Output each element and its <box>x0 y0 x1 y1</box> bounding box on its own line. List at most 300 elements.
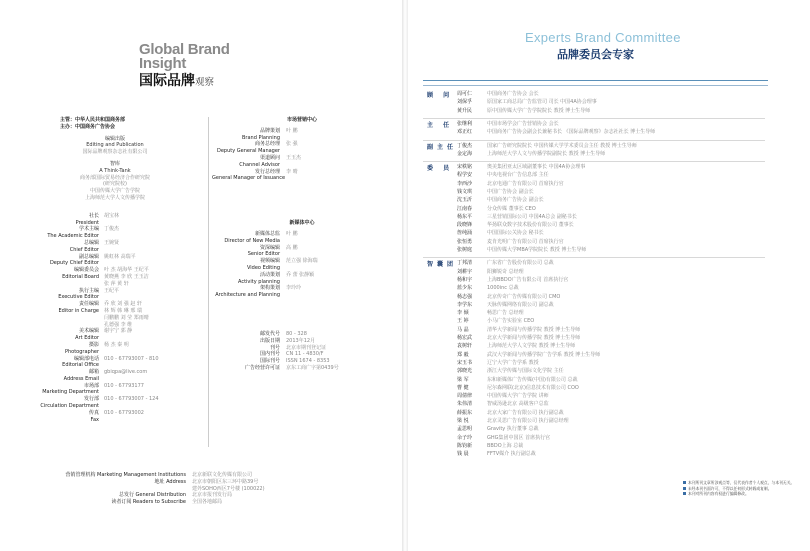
member-row <box>457 359 600 367</box>
pub-value: 80 - 328 <box>286 330 307 337</box>
member-row <box>457 107 597 115</box>
market-value: 李 晴 <box>286 168 298 175</box>
member-row <box>457 392 600 400</box>
member-name: 孟思明 <box>457 426 473 433</box>
sponsor-line: 主办：中国商务广告协会 <box>60 123 116 130</box>
media-center-heading: 新媒体中心 <box>289 220 315 227</box>
member-row <box>457 384 600 392</box>
staff-row <box>40 342 210 349</box>
staff-row <box>40 396 210 403</box>
staff-value: 谢宇宁 郭 静 <box>104 328 133 335</box>
staff-row <box>40 288 210 295</box>
member-row <box>457 268 600 276</box>
member-row <box>457 342 600 350</box>
member-desc: 天脉传媒网络有限公司 副总裁 <box>487 301 554 308</box>
media-row <box>212 231 392 238</box>
footer-label: 总发行 General Distribution <box>118 492 186 499</box>
member-desc: 中国市场学会广告营销协会 会长 <box>487 120 559 127</box>
media-label: 资深编辑 <box>259 244 280 251</box>
staff-label: Art Editor <box>75 335 99 342</box>
footer-value: 建外SOHO西区7号楼 (100022) <box>192 485 265 492</box>
member-desc: 阳狮锐奇 总经理 <box>487 268 524 275</box>
market-center-heading: 市场营销中心 <box>286 117 317 123</box>
member-desc: 1000inc 总裁 <box>487 285 519 292</box>
staff-label: 摄影 <box>88 341 99 348</box>
staff-row <box>40 281 210 288</box>
pub-value: 北京市期刊登记证 <box>286 344 327 351</box>
member-desc: 华扬联众数字技术股份有限公司 董事长 <box>487 222 574 229</box>
sponsor-block <box>40 117 210 131</box>
member-name: 程学安 <box>457 172 473 179</box>
member-row <box>457 442 600 450</box>
group-members <box>457 259 600 458</box>
staff-label: Chief Editor <box>69 246 99 253</box>
notes-block <box>683 480 801 497</box>
staff-row <box>40 356 210 363</box>
think-tank-item: 上海师范大学人文传播学院 <box>84 194 145 201</box>
member-row <box>457 276 600 284</box>
footer-value: 北京市朝阳区东三环中路39号 <box>192 478 259 485</box>
media-label: Video Editing <box>246 264 280 271</box>
committee-title-en: Experts Brand Committee <box>525 30 681 45</box>
media-label: 新媒体总监 <box>254 230 280 237</box>
member-name: 钱文琪 <box>457 188 473 195</box>
member-name: 周倩律 <box>457 393 473 400</box>
member-name: 陈钧新 <box>457 442 473 449</box>
member-row <box>457 221 586 229</box>
bullet-icon <box>683 492 686 495</box>
member-row <box>457 450 600 458</box>
staff-label: The Academic Editor <box>47 233 99 240</box>
member-desc: GHG集团中国区 首席执行官 <box>487 434 551 441</box>
media-value: 李玲玲 <box>286 285 302 292</box>
staff-label: 社长 <box>88 212 99 219</box>
media-row <box>212 265 392 272</box>
member-row <box>457 163 586 171</box>
staff-label: Fax <box>90 416 99 423</box>
masthead-cn-title: 国际品牌 <box>139 73 195 89</box>
member-desc: 武汉大学新闻与传播学院广告学系 教授 博士生导师 <box>487 351 601 358</box>
staff-row <box>40 247 210 254</box>
member-desc: FFTV媒介 执行副总裁 <box>487 451 536 458</box>
staff-value: 丁俊杰 <box>104 226 120 233</box>
member-row <box>457 409 600 417</box>
member-desc: 中国商务广告协会副会长兼秘书长 《国际品牌观察》杂志社社长 博士生导师 <box>487 129 656 136</box>
footer-label: 读者订阅 Readers to Subscribe <box>111 499 186 506</box>
market-center-list <box>212 128 392 182</box>
member-row <box>457 180 586 188</box>
staff-label: Address Email <box>63 375 99 382</box>
media-label: Director of New Media <box>224 237 280 244</box>
staff-value: 胡宝林 <box>104 212 120 219</box>
group-members <box>457 142 637 159</box>
member-name: 段晓锋 <box>457 222 473 229</box>
member-desc: 中国商务广告协会 会长 <box>487 91 539 97</box>
media-value: 范立强 徐海瑞 <box>286 258 318 265</box>
group-divider <box>423 161 765 162</box>
member-desc: 原中国传媒大学广告学院院长 教授 博士生导师 <box>487 107 591 114</box>
footer-value: 全国各地邮局 <box>192 499 223 506</box>
staff-label: 执行主编 <box>78 287 99 294</box>
footer-value: 北京市报刊发行局 <box>192 492 233 499</box>
group-members <box>457 163 586 254</box>
pub-row <box>212 345 392 352</box>
member-name: 宋玉书 <box>457 359 473 366</box>
sponsor-line: 主管：中华人民共和国商务部 <box>60 117 126 123</box>
footer-row <box>40 472 400 479</box>
staff-value: 010 - 67793002 <box>104 409 144 416</box>
staff-row <box>40 315 210 322</box>
staff-label: 邮箱 <box>88 369 99 376</box>
market-value: 叶 鹏 <box>286 127 298 134</box>
staff-value: 叶 杰 胡海华 王纪平 <box>104 267 149 274</box>
member-name: 钱 晨 <box>457 451 469 458</box>
staff-row <box>40 328 210 335</box>
member-desc: 北京电通广告有限公司 首席执行官 <box>487 180 564 187</box>
member-desc: 北京传奇广告传媒有限公司 CMO <box>487 293 561 300</box>
staff-label: 发行部 <box>83 396 99 403</box>
market-label: Deputy General Manager <box>217 148 280 155</box>
staff-label: Editorial Office <box>62 362 99 369</box>
group-title: 顾 问 <box>427 92 454 99</box>
staff-label: Executive Editor <box>58 294 99 301</box>
member-desc: 北京大家广告有限公司 执行副总裁 <box>487 409 564 416</box>
media-row <box>212 272 392 279</box>
member-row <box>457 376 600 384</box>
staff-row <box>40 233 210 240</box>
staff-label: Editor in Charge <box>58 307 99 314</box>
media-value: 高 鹏 <box>286 244 298 251</box>
member-name: 黄升民 <box>457 107 473 114</box>
editing-label-en: Editing and Publication <box>86 142 144 149</box>
pub-value: CN 11 - 4830/F <box>286 351 324 358</box>
masthead-title-line2: Insight <box>139 54 187 72</box>
member-row <box>457 171 586 179</box>
staff-row <box>40 376 210 383</box>
member-name: 宋秩铭 <box>457 164 473 171</box>
note-text: 本刊对所刊内容有权进行编辑修改。 <box>688 491 749 496</box>
staff-list <box>40 213 210 424</box>
staff-column <box>40 117 210 423</box>
staff-row <box>40 389 210 396</box>
footer-row <box>40 479 400 486</box>
staff-label: 编辑部电话 <box>73 355 99 362</box>
staff-label: 学术主编 <box>78 226 99 233</box>
think-tank-item: 中国传媒大学广告学院 <box>89 188 140 195</box>
masthead-title-line1: Global Brand <box>139 41 230 58</box>
market-row <box>212 162 392 169</box>
staff-value: 010 - 67793177 <box>104 382 144 389</box>
market-label: 商务总经理 <box>254 141 280 148</box>
staff-value: 闫鹏鹏 刘 莹 郑雨晴 <box>104 314 149 321</box>
member-name: 袁树轩 <box>457 343 473 350</box>
market-label: General Manager of Issuance <box>212 175 286 182</box>
committee-title-cn: 品牌委员会专家 <box>557 48 634 61</box>
think-tank-item: 商务部国际贸易经济合作研究院 <box>79 174 150 181</box>
member-desc: 北京大学新闻与传播学院 教授 博士生导师 <box>487 335 581 342</box>
member-row <box>457 188 586 196</box>
media-row <box>212 238 392 245</box>
staff-row <box>40 362 210 369</box>
publisher-footer <box>40 472 400 506</box>
member-name: 曹 健 <box>457 384 469 391</box>
member-row <box>457 98 597 106</box>
member-desc: 清华大学新闻与传播学院 教授 博士生导师 <box>487 326 581 333</box>
editing-value: 国际品牌观察杂志社有限公司 <box>82 149 148 156</box>
staff-value: 林 辉 韩 琳 邢 瑞 <box>104 307 142 314</box>
member-desc: 三星营销国际公司 中国4A总会 副秘书长 <box>487 213 577 220</box>
member-desc: 中国传媒大学MBA学院院长 教授 博士生导师 <box>487 247 587 254</box>
member-row <box>457 367 600 375</box>
pub-value: 2013年12月 <box>286 337 316 344</box>
member-row <box>457 196 586 204</box>
member-desc: 智威汤逊北京 高级客户总监 <box>487 401 549 408</box>
staff-label: Deputy Chief Editor <box>49 260 99 267</box>
market-value: 王玉杰 <box>286 154 302 161</box>
media-label: 活动策划 <box>259 271 280 278</box>
media-value: 乔 蕾 张静颖 <box>286 271 315 278</box>
member-name: 张恒勇 <box>457 238 473 245</box>
member-row <box>457 205 586 213</box>
member-name: 薛振东 <box>457 409 473 416</box>
masthead-cn <box>139 70 214 90</box>
member-row <box>457 284 600 292</box>
note-text: 本刊所刊文章所涉观点等，仅代表作者个人观点，与本刊无关。 <box>688 480 795 485</box>
market-value: 张 强 <box>286 141 298 148</box>
member-name: 郭晓光 <box>457 368 473 375</box>
member-name: 刘耕宇 <box>457 268 473 275</box>
staff-value: 杨 杰 秦 明 <box>104 341 129 348</box>
media-row <box>212 285 392 292</box>
market-row <box>212 169 392 176</box>
staff-row <box>40 335 210 342</box>
staff-value: 黄晓燕 李 欣 王玉洁 <box>104 273 149 280</box>
member-desc: 原国家工商总局广告监管司 司长 中国4A协会理事 <box>487 99 597 106</box>
member-desc: 麦肯光明广告有限公司 首席执行官 <box>487 238 564 245</box>
staff-value: 张 萍 黄 轩 <box>104 280 129 287</box>
media-label: Senior Editor <box>247 251 280 258</box>
think-tank-label: 智库 <box>109 160 120 167</box>
group-members <box>457 120 655 137</box>
member-desc: 奥美集团亚太区域副董事长 中国4A协会理事 <box>487 164 586 171</box>
staff-row <box>40 220 210 227</box>
member-name: 杨东平 <box>457 213 473 220</box>
media-label: Activity planning <box>238 278 280 285</box>
media-row <box>212 245 392 252</box>
staff-row <box>40 240 210 247</box>
staff-label: 副总编辑 <box>78 253 99 260</box>
market-row <box>212 155 392 162</box>
staff-row <box>40 383 210 390</box>
staff-value: 姚虹林 高瑞平 <box>104 253 136 260</box>
footer-label: 地址 Address <box>154 478 186 485</box>
staff-label: 市场部 <box>83 382 99 389</box>
staff-row <box>40 308 210 315</box>
masthead-logo <box>139 43 230 70</box>
staff-row <box>40 369 210 376</box>
member-desc: 小马广告实验室 CEO <box>487 318 535 325</box>
member-desc: 中国国际公关协会 秘书长 <box>487 230 544 237</box>
member-name: 周可仁 <box>457 91 473 97</box>
member-row <box>457 293 600 301</box>
member-name: 余子玲 <box>457 434 473 441</box>
member-name: 梁 军 <box>457 376 469 383</box>
member-row <box>457 425 600 433</box>
member-desc: 上海BBDO广告有限公司 首席执行官 <box>487 276 569 283</box>
member-name: 詹纯涌 <box>457 230 473 237</box>
masthead-cn-sub: 观察 <box>195 77 215 88</box>
member-name: 丁俊杰 <box>457 142 473 149</box>
staff-label <box>40 315 104 322</box>
member-row <box>457 128 655 136</box>
market-row <box>212 148 392 155</box>
member-name: 朱伟清 <box>457 401 473 408</box>
member-desc: 广东省广告股份有限公司 总裁 <box>487 260 554 267</box>
media-value: 叶 鹏 <box>286 230 298 237</box>
group-title: 智囊团 <box>427 261 458 269</box>
member-desc: 浙江大学传媒与国际文化学院 主任 <box>487 368 564 375</box>
media-row <box>212 292 392 299</box>
member-row <box>457 213 586 221</box>
bullet-icon <box>683 487 686 490</box>
group-divider <box>423 257 765 258</box>
market-row <box>212 141 392 148</box>
right-page <box>405 0 810 551</box>
member-row <box>457 142 637 150</box>
member-name: 梁 悦 <box>457 418 469 425</box>
title-rule <box>423 80 768 81</box>
staff-label: Editorial Board <box>62 273 99 280</box>
staff-row <box>40 274 210 281</box>
market-label: 品牌策划 <box>259 127 280 134</box>
market-row <box>212 135 392 142</box>
member-name: 李学东 <box>457 301 473 308</box>
member-row <box>457 351 600 359</box>
pub-row <box>212 331 392 338</box>
member-row <box>457 400 600 408</box>
member-desc: 辽宁大学广告学系 教授 <box>487 359 539 366</box>
member-name: 李 倾 <box>457 310 469 317</box>
member-row <box>457 417 600 425</box>
member-row <box>457 334 600 342</box>
editing-label: 编辑出版 <box>104 135 125 142</box>
staff-label: Marketing Department <box>42 389 99 396</box>
staff-label: Circulation Department <box>40 403 99 410</box>
member-desc: 畅思广告 总经理 <box>487 310 524 317</box>
member-row <box>457 259 600 267</box>
think-tank-item: (研究院校) <box>103 181 127 188</box>
staff-label: Photographer <box>64 348 99 355</box>
member-row <box>457 309 600 317</box>
note-row <box>683 491 801 497</box>
member-row <box>457 326 600 334</box>
pub-value: ISSN 1674 - 8353 <box>286 358 330 365</box>
staff-row <box>40 410 210 417</box>
member-row <box>457 301 600 309</box>
staff-label: 美术编辑 <box>78 328 99 335</box>
group-divider <box>423 140 765 141</box>
market-row <box>212 175 392 182</box>
media-row <box>212 258 392 265</box>
member-row <box>457 434 600 442</box>
staff-row <box>40 403 210 410</box>
member-name: 江南春 <box>457 205 473 212</box>
member-row <box>457 229 586 237</box>
group-divider <box>423 118 765 119</box>
centers-column <box>212 117 392 372</box>
member-desc: 中央电视台广告信息部 主任 <box>487 172 549 179</box>
footer-value: 北京新联文化传媒有限公司 <box>192 472 253 478</box>
market-row <box>212 128 392 135</box>
member-row <box>457 246 586 254</box>
pub-row <box>212 351 392 358</box>
member-desc: 分众传媒 董事长 CEO <box>487 205 536 212</box>
staff-value: 王纪平 <box>104 287 120 294</box>
staff-row <box>40 254 210 261</box>
pub-label: 出版日期 <box>259 337 280 344</box>
member-name: 丁邦清 <box>457 260 473 267</box>
pub-value: 京东工商广字第0439号 <box>286 364 339 371</box>
member-desc: BBDO上海 总裁 <box>487 442 524 449</box>
pub-label: 邮发代号 <box>259 330 280 337</box>
member-name: 王 婷 <box>457 318 469 325</box>
market-label: Channel Advisor <box>239 161 280 168</box>
staff-label: 总编辑 <box>83 239 99 246</box>
pub-row <box>212 358 392 365</box>
pub-label: 国际刊号 <box>259 358 280 365</box>
media-center-list <box>212 231 392 299</box>
member-desc: 中国商务广告协会 副会长 <box>487 197 544 204</box>
member-desc: 上海师范大学人文与传播学院副院长 教授 博士生导师 <box>487 150 606 157</box>
media-label: Architecture and Planning <box>215 292 280 299</box>
member-desc: Gravity 执行董事 总裁 <box>487 426 539 433</box>
staff-row <box>40 213 210 220</box>
pub-row <box>212 338 392 345</box>
member-name: 张树庭 <box>457 247 473 254</box>
member-desc: 尼尔森网联(北京)信息技术有限公司 COO <box>487 384 579 391</box>
group-title: 主 任 <box>427 121 454 129</box>
staff-value: 孔德强 李 维 <box>104 321 133 328</box>
pub-label: 国内刊号 <box>259 351 280 358</box>
footer-row <box>40 499 400 506</box>
member-name: 张继利 <box>457 120 473 127</box>
member-row <box>457 317 600 325</box>
pub-row <box>212 365 392 372</box>
staff-value: 王婉贤 <box>104 239 120 246</box>
member-row <box>457 90 597 98</box>
member-row <box>457 150 637 158</box>
member-name: 杨志强 <box>457 293 473 300</box>
staff-row <box>40 301 210 308</box>
media-label: 架构策划 <box>259 285 280 292</box>
member-desc: 东和新媒体广告传媒(中国)有限公司 总裁 <box>487 376 578 383</box>
member-name: 沈玉沂 <box>457 197 473 204</box>
staff-label: 传真 <box>88 409 99 416</box>
member-desc: 上海师范大学人文学院 教授 博士生导师 <box>487 343 576 350</box>
member-name: 杨宏武 <box>457 335 473 342</box>
editing-block <box>40 136 190 156</box>
member-name: 邓正红 <box>457 129 473 136</box>
member-name: 刘保孚 <box>457 99 473 106</box>
staff-value: 010 - 67793007 - 124 <box>104 396 159 403</box>
member-desc: 中国广告协会 副会长 <box>487 188 534 195</box>
group-title: 副主任 <box>427 143 458 151</box>
bullet-icon <box>683 481 686 484</box>
media-label: 视频编辑 <box>259 258 280 265</box>
think-tank-label-en: A Think-Tank <box>99 167 131 174</box>
staff-row <box>40 226 210 233</box>
think-tank-block <box>40 161 190 202</box>
